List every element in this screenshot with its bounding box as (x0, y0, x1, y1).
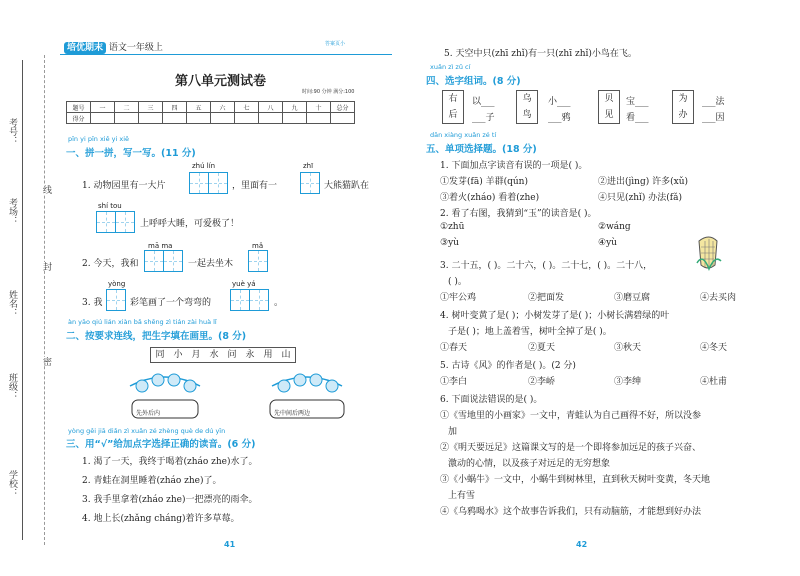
q2-option[interactable]: ②wáng (598, 222, 631, 232)
score-header: 三 (139, 102, 163, 113)
fill-word[interactable]: 看___ (626, 113, 649, 123)
q3-option[interactable]: ②把面发 (528, 293, 565, 303)
choice-char: 为 (678, 94, 688, 104)
brand-header (64, 40, 163, 53)
score-header: 十 (307, 102, 331, 113)
q1-text-a: 1. 动物园里有一大片 (82, 181, 166, 191)
margin-label-name: 姓名： (7, 290, 17, 317)
score-header: 九 (283, 102, 307, 113)
q1-option[interactable]: ④只见(zhǐ) 办法(fǎ) (598, 193, 683, 203)
fill-word[interactable]: ___子 (472, 113, 495, 123)
section3-title: 三、用“√”给加点字选择正确的读音。(6 分) (66, 439, 256, 450)
choice-char: 后 (448, 110, 458, 120)
q1-text-c: 大熊猫趴在 (324, 181, 370, 191)
score-header: 五 (187, 102, 211, 113)
section2-pinyin: àn yāo qiú lián xiàn bǎ shēng zì tián zài huà lǐ (68, 318, 217, 326)
bank-char[interactable]: 水 (209, 350, 219, 360)
score-header: 题号 (67, 102, 91, 113)
q4-stem-cont: 子是( )；地上盖着雪，树叶全掉了是( )。 (448, 327, 612, 337)
score-cell[interactable] (115, 113, 139, 124)
choice-char: 见 (604, 110, 614, 120)
score-cell[interactable] (331, 113, 355, 124)
section3-pinyin: yòng gěi jiā diǎn zì xuǎn zé zhèng què de dú yīn (68, 427, 226, 435)
q2-pinyin-b: mǎ (252, 242, 264, 250)
bank-char[interactable]: 永 (245, 350, 255, 360)
fill-word[interactable]: ___法 (702, 97, 725, 107)
fill-word[interactable]: 小___ (548, 97, 571, 107)
fill-word[interactable]: 以___ (472, 97, 495, 107)
score-cell[interactable] (259, 113, 283, 124)
score-cell[interactable] (307, 113, 331, 124)
q4-option[interactable]: ①春天 (440, 343, 468, 353)
q6-option-cont: 加 (448, 427, 458, 437)
margin-line (22, 60, 23, 540)
s3-item[interactable]: 1. 渴了一天，我终于喝着(zháo zhe)水了。 (82, 457, 258, 467)
q5-option[interactable]: ③李绅 (614, 377, 642, 387)
margin-label-id: 考号： (7, 118, 17, 145)
q1-option[interactable]: ①发芽(fā) 羊群(qún) (440, 177, 528, 187)
score-header: 六 (211, 102, 235, 113)
q2-option[interactable]: ①zhū (440, 222, 465, 232)
right-page (400, 0, 800, 576)
section5-pinyin: dān xiàng xuǎn zé tí (430, 131, 497, 139)
cut-word-mi: 密 (41, 357, 51, 366)
q5-option[interactable]: ②李峤 (528, 377, 556, 387)
choice-char: 贝 (604, 94, 614, 104)
writing-grid[interactable] (300, 172, 320, 194)
bank-char[interactable]: 同 (155, 350, 165, 360)
choice-char: 办 (678, 110, 688, 120)
q3-option[interactable]: ④去买肉 (700, 293, 737, 303)
q3-stem: 3. 二十五，( )。二十六，( )。二十七，( )。二十八， (440, 261, 653, 271)
q3-stem-cont: ( )。 (448, 277, 467, 287)
q6-stem: 6. 下面说法错误的是( )。 (440, 395, 543, 405)
score-cell[interactable] (235, 113, 259, 124)
q5-stem: 5. 古诗《风》的作者是( )。(2 分) (440, 361, 576, 371)
bank-char[interactable]: 用 (263, 350, 273, 360)
exam-meta: 时间:90 分钟 满分:100 (302, 89, 355, 95)
q1-pinyin-c: shí tou (98, 202, 122, 210)
q2-text-a: 2. 今天，我和 (82, 259, 139, 269)
page-number: 42 (576, 540, 588, 549)
s3-item-5[interactable]: 5. 天空中只(zhī zhǐ)有一只(zhī zhǐ)小鸟在飞。 (444, 49, 637, 59)
section4-pinyin: xuǎn zì zǔ cí (430, 63, 471, 71)
bank-char[interactable]: 山 (281, 350, 291, 360)
char-choice-box (598, 90, 620, 124)
lantern-drawing-left[interactable] (120, 368, 210, 426)
q4-option[interactable]: ②夏天 (528, 343, 556, 353)
q6-option[interactable]: ④《乌鸦喝水》这个故事告诉我们，只有动脑筋，才能想到好办法 (440, 507, 702, 517)
lantern-label-left: 先外后内 (136, 410, 161, 417)
bank-char[interactable]: 小 (173, 350, 183, 360)
choice-char: 鸟 (522, 110, 532, 120)
score-cell[interactable] (283, 113, 307, 124)
score-header: 七 (235, 102, 259, 113)
q4-option[interactable]: ④冬天 (700, 343, 728, 353)
score-header: 四 (163, 102, 187, 113)
q3-text-a: 3. 我 (82, 298, 103, 308)
score-header: 总分 (331, 102, 355, 113)
lantern-label-right: 先中间后两边 (274, 410, 311, 417)
q3-pinyin-b: yuè yá (232, 280, 256, 288)
score-cell[interactable] (187, 113, 211, 124)
q3-option[interactable]: ①牢公鸡 (440, 293, 477, 303)
choice-char: 乌 (522, 94, 532, 104)
score-cell[interactable] (91, 113, 115, 124)
score-cell[interactable] (211, 113, 235, 124)
q4-option[interactable]: ③秋天 (614, 343, 642, 353)
choice-char: 右 (448, 94, 458, 104)
score-cell[interactable] (139, 113, 163, 124)
char-choice-box (672, 90, 694, 124)
page-number: 41 (224, 540, 236, 549)
q2-text-b: 一起去坐木 (188, 259, 234, 269)
fill-word[interactable]: ___因 (702, 113, 725, 123)
s3-item[interactable]: 3. 我手里拿着(zháo zhe)一把漂亮的雨伞。 (82, 495, 258, 505)
q6-option-cont: 激动的心情，以及孩子对远足的无穷想象 (448, 459, 611, 469)
char-choice-box (516, 90, 538, 124)
bank-char[interactable]: 问 (227, 350, 237, 360)
cut-word-feng: 封 (41, 262, 51, 271)
brand-logo: 培优期末 (64, 42, 106, 54)
score-cell[interactable] (163, 113, 187, 124)
char-choice-box (442, 90, 464, 124)
q2-option[interactable]: ④yù (598, 238, 617, 248)
header-rule (60, 54, 392, 55)
section4-title: 四、选字组词。(8 分) (426, 76, 521, 87)
q6-option[interactable]: ①《雪地里的小画家》一文中，青蛙认为自己画得不好，所以没参 (440, 411, 702, 421)
q6-option[interactable]: ③《小蜗牛》一文中，小蜗牛到树林里，直到秋天树叶变黄，冬天地 (440, 475, 711, 485)
margin-label-school: 学校： (7, 470, 17, 497)
s3-item[interactable]: 4. 地上长(zhǎng cháng)着许多草莓。 (82, 514, 240, 524)
writing-grid[interactable] (189, 172, 228, 194)
writing-grid[interactable] (96, 211, 135, 233)
character-bank (150, 347, 296, 363)
lantern-drawing-right[interactable] (262, 368, 352, 426)
q3-pinyin-a: yòng (108, 280, 126, 288)
q2-option[interactable]: ③yù (440, 238, 459, 248)
q1-text-b: ，里面有一 (232, 181, 278, 191)
section2-title: 二、按要求连线，把生字填在画里。(8 分) (66, 331, 247, 342)
q6-option[interactable]: ②《明天要远足》这篇课文写的是一个即将参加远足的孩子兴奋、 (440, 443, 702, 453)
q3-text-b: 彩笔画了一个弯弯的 (130, 298, 212, 308)
writing-grid[interactable] (106, 289, 126, 311)
q2-stem: 2. 看了右图，我猜到“玉”的读音是( )。 (440, 209, 597, 219)
page-title: 第八单元测试卷 (175, 74, 267, 89)
section5-title: 五、单项选择题。(18 分) (426, 144, 537, 155)
writing-grid[interactable] (144, 250, 183, 272)
q1-pinyin-a: zhú lín (192, 162, 216, 170)
score-header: 八 (259, 102, 283, 113)
section1-title: 一、拼一拼，写一写。(11 分) (66, 148, 196, 159)
q5-option[interactable]: ④杜甫 (700, 377, 728, 387)
q1-pinyin-b: zhī (303, 162, 314, 170)
score-table (66, 101, 355, 124)
score-header: 一 (91, 102, 115, 113)
corn-icon (695, 233, 723, 273)
q1-option[interactable]: ②进出(jìng) 许多(xǔ) (598, 177, 689, 187)
cut-word-xian: 线 (41, 185, 51, 194)
margin-label-room: 考场： (7, 198, 17, 225)
q2-pinyin-a: mā ma (148, 242, 173, 250)
writing-grid[interactable] (248, 250, 268, 272)
q1-stem: 1. 下面加点字读音有误的一项是( )。 (440, 161, 588, 171)
q1-option[interactable]: ③着火(zháo) 看着(zhe) (440, 193, 540, 203)
q1-text-d: 上呼呼大睡，可爱极了！ (140, 219, 240, 229)
section1-pinyin: pīn yi pīn xiě yi xiě (68, 135, 130, 143)
brand-grade: 语文一年级上 (108, 43, 163, 53)
brand-tag: 答案页小 (325, 41, 346, 47)
score-header: 二 (115, 102, 139, 113)
s3-item[interactable]: 2. 青蛙在洞里睡着(zháo zhe)了。 (82, 476, 222, 486)
q6-option-cont: 上有雪 (448, 491, 476, 501)
q3-option[interactable]: ③磨豆腐 (614, 293, 651, 303)
q3-text-c: 。 (274, 298, 284, 308)
bank-char[interactable]: 月 (191, 350, 201, 360)
fill-word[interactable]: ___鸦 (548, 113, 571, 123)
binding-margin (0, 0, 58, 576)
q4-stem: 4. 树叶变黄了是( )；小树发芽了是( )；小树长满碧绿的叶 (440, 311, 670, 321)
margin-label-class: 班级： (7, 373, 17, 400)
writing-grid[interactable] (230, 289, 269, 311)
fill-word[interactable]: 宝___ (626, 97, 649, 107)
cut-line (44, 55, 45, 545)
q5-option[interactable]: ①李白 (440, 377, 468, 387)
score-row-label: 得分 (67, 113, 91, 124)
